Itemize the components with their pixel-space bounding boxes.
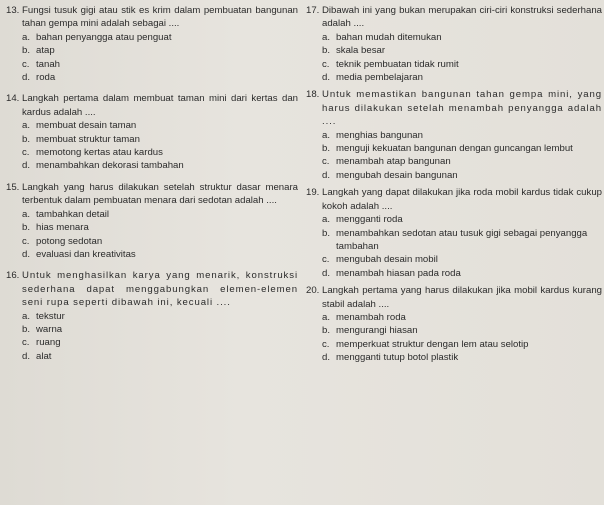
question-stem — [6, 4, 298, 31]
option-d[interactable] — [22, 71, 298, 84]
question-text: Langkah yang harus dilakukan setelah struktur dasar menara terbentuk dalam pembuatan menara dari sedotan adalah .... — [22, 181, 298, 207]
option-letter: a. — [322, 214, 331, 226]
option-c[interactable] — [322, 253, 602, 266]
option-list — [6, 208, 298, 262]
option-a[interactable] — [322, 311, 602, 324]
option-letter: d. — [322, 72, 331, 84]
option-text: roda — [36, 72, 56, 84]
question-text: Untuk memastikan bangunan tahan gempa mini, yang harus dilakukan setelah menambah penyangga adalah .... — [322, 89, 602, 128]
question-text: Fungsi tusuk gigi atau stik es krim dalam pembuatan bangunan tahan gempa mini adalah sebagai .... — [22, 5, 298, 30]
option-text: mengubah desain bangunan — [336, 169, 458, 181]
question-19 — [306, 186, 602, 280]
option-b[interactable] — [322, 142, 602, 155]
option-text: tekstur — [36, 310, 65, 322]
question-number: 20. — [306, 285, 320, 297]
option-a[interactable] — [322, 213, 602, 226]
option-text: bahan mudah ditemukan — [336, 31, 442, 43]
option-text: teknik pembuatan tidak rumit — [336, 58, 459, 70]
option-text: warna — [36, 323, 63, 335]
option-b[interactable] — [322, 44, 602, 57]
option-letter: d. — [22, 160, 31, 172]
option-text: mengganti roda — [336, 214, 403, 226]
option-letter: c. — [22, 147, 30, 159]
option-a[interactable] — [22, 310, 298, 323]
question-stem — [306, 4, 602, 31]
option-letter: b. — [322, 227, 331, 239]
left-column — [6, 4, 298, 365]
question-stem — [306, 284, 602, 311]
option-d[interactable] — [22, 350, 298, 363]
option-text: media pembelajaran — [336, 72, 423, 84]
question-text: Langkah pertama yang harus dilakukan jika mobil kardus kurang stabil adalah .... — [322, 285, 602, 310]
option-text: menghias bangunan — [336, 129, 423, 141]
option-letter: b. — [22, 45, 31, 57]
option-text: tanah — [36, 58, 61, 70]
option-letter: d. — [322, 267, 331, 279]
option-letter: d. — [22, 248, 31, 260]
option-a[interactable] — [22, 119, 298, 132]
option-c[interactable] — [22, 146, 298, 159]
question-18 — [306, 88, 602, 182]
question-text: Dibawah ini yang bukan merupakan ciri-ciri konstruksi sederhana adalah .... — [322, 5, 602, 30]
option-text: mengurangi hiasan — [336, 325, 418, 337]
option-letter: d. — [322, 169, 331, 181]
question-number: 17. — [306, 5, 320, 16]
question-17 — [306, 4, 602, 84]
option-d[interactable] — [322, 169, 602, 182]
question-text: Langkah yang dapat dilakukan jika roda mobil kardus tidak cukup kokoh adalah .... — [322, 187, 602, 212]
question-stem — [306, 186, 602, 213]
option-letter: c. — [22, 235, 30, 247]
option-list — [306, 311, 602, 365]
option-text: menambah atap bangunan — [336, 156, 451, 168]
option-text: mengganti tutup botol plastik — [336, 352, 459, 364]
question-stem — [6, 181, 298, 208]
option-c[interactable] — [22, 235, 298, 248]
option-d[interactable] — [322, 267, 602, 280]
question-14 — [6, 92, 298, 172]
question-13 — [6, 4, 298, 84]
option-c[interactable] — [22, 58, 298, 71]
option-text: hias menara — [36, 222, 89, 234]
option-c[interactable] — [322, 58, 602, 71]
option-a[interactable] — [22, 208, 298, 221]
option-list — [306, 129, 602, 183]
option-text: memperkuat struktur dengan lem atau selotip — [336, 338, 529, 350]
question-20 — [306, 284, 602, 364]
option-d[interactable] — [22, 159, 298, 172]
option-list — [6, 310, 298, 364]
option-letter: d. — [22, 72, 31, 84]
option-letter: c. — [22, 58, 30, 70]
option-letter: b. — [322, 45, 331, 57]
option-letter: c. — [322, 58, 330, 70]
option-text: tambahkan detail — [36, 208, 110, 220]
question-stem — [6, 269, 298, 309]
question-15 — [6, 181, 298, 261]
option-letter: b. — [22, 323, 31, 335]
option-letter: c. — [322, 254, 330, 266]
option-text: bahan penyangga atau penguat — [36, 31, 172, 43]
option-text: ruang — [36, 337, 61, 349]
option-text: mengubah desain mobil — [336, 254, 438, 266]
option-letter: d. — [22, 350, 31, 362]
option-b[interactable] — [22, 323, 298, 336]
option-d[interactable] — [22, 248, 298, 261]
option-letter: a. — [322, 31, 331, 43]
question-stem — [6, 92, 298, 119]
option-letter: a. — [22, 310, 31, 322]
question-text: Untuk menghasilkan karya yang menarik, konstruksi sederhana dapat menggabungkan elemen-elemen seni rupa seperti dibawah ini, kecuali .... — [22, 270, 298, 309]
option-text: memotong kertas atau kardus — [36, 147, 163, 159]
option-b[interactable] — [22, 44, 298, 57]
option-letter: a. — [322, 311, 331, 323]
option-text: skala besar — [336, 45, 386, 57]
option-text: membuat struktur taman — [36, 133, 140, 145]
option-letter: b. — [22, 222, 31, 234]
option-text: evaluasi dan kreativitas — [36, 248, 136, 260]
option-text: atap — [36, 45, 55, 57]
question-16 — [6, 269, 298, 363]
option-letter: b. — [322, 325, 331, 337]
option-d[interactable] — [322, 351, 602, 364]
option-c[interactable] — [322, 338, 602, 351]
option-list — [306, 213, 602, 280]
option-a[interactable] — [22, 31, 298, 44]
option-letter: b. — [22, 133, 31, 145]
option-list — [6, 31, 298, 85]
option-text: menambahkan dekorasi tambahan — [36, 160, 184, 172]
option-a[interactable] — [322, 31, 602, 44]
option-letter: a. — [322, 129, 331, 141]
option-b[interactable] — [322, 227, 602, 254]
question-number: 18. — [306, 89, 320, 101]
option-letter: c. — [22, 337, 30, 349]
option-letter: d. — [322, 352, 331, 364]
option-text: menambahkan sedotan atau tusuk gigi sebagai penyangga tambahan — [336, 227, 588, 252]
option-list — [306, 31, 602, 85]
option-text: menguji kekuatan bangunan dengan guncangan lembut — [336, 143, 573, 155]
option-letter: a. — [22, 208, 31, 220]
option-text: menambah hiasan pada roda — [336, 267, 461, 279]
option-text: alat — [36, 350, 52, 362]
question-number: 16. — [6, 270, 20, 282]
option-c[interactable] — [22, 336, 298, 349]
option-b[interactable] — [322, 324, 602, 337]
option-text: menambah roda — [336, 311, 406, 323]
option-text: membuat desain taman — [36, 120, 137, 132]
question-number: 14. — [6, 93, 20, 105]
option-d[interactable] — [322, 71, 602, 84]
option-b[interactable] — [22, 221, 298, 234]
option-letter: c. — [322, 338, 330, 350]
option-letter: c. — [322, 156, 330, 168]
question-text: Langkah pertama dalam membuat taman mini dari kertas dan kardus adalah .... — [22, 93, 298, 118]
option-a[interactable] — [322, 129, 602, 142]
question-stem — [306, 88, 602, 128]
option-letter: b. — [322, 143, 331, 155]
option-letter: a. — [22, 31, 31, 43]
option-c[interactable] — [322, 155, 602, 168]
option-list — [6, 119, 298, 173]
option-letter: a. — [22, 120, 31, 132]
question-number: 15. — [6, 181, 20, 193]
right-column — [306, 4, 602, 367]
question-number: 19. — [306, 187, 320, 199]
question-number: 13. — [6, 5, 20, 16]
option-b[interactable] — [22, 133, 298, 146]
option-text: potong sedotan — [36, 235, 103, 247]
